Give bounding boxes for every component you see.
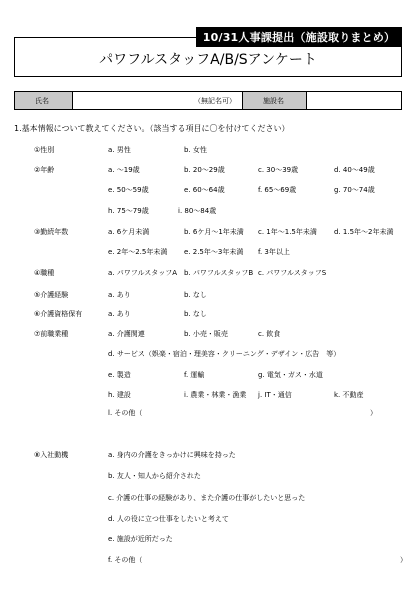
question-tenure: ③勤続年数 bbox=[34, 228, 69, 236]
option-age-b[interactable]: b. 20～29歳 bbox=[184, 166, 225, 174]
option-motive-e[interactable]: e. 施設が近所だった bbox=[108, 535, 173, 543]
option-motive-b[interactable]: b. 友人・知人から紹介された bbox=[108, 472, 201, 480]
question-motive: ⑧入社動機 bbox=[34, 451, 69, 459]
option-industry-f[interactable]: f. 運輸 bbox=[184, 371, 205, 379]
name-field[interactable] bbox=[73, 92, 243, 109]
option-industry-i[interactable]: i. 農業・林業・漁業 bbox=[184, 391, 247, 399]
option-industry-c[interactable]: c. 飲食 bbox=[258, 330, 281, 338]
section-heading: 1.基本情報について教えてください。（該当する項目に〇を付けてください） bbox=[14, 124, 290, 133]
option-age-h[interactable]: h. 75～79歳 bbox=[108, 207, 149, 215]
question-care-license: ⑥介護資格保有 bbox=[34, 310, 83, 318]
option-industry-other[interactable]: l. その他（ bbox=[108, 409, 143, 417]
option-age-e1[interactable]: e. 50～59歳 bbox=[108, 186, 149, 194]
question-age: ②年齢 bbox=[34, 166, 55, 174]
option-care-license-a[interactable]: a. あり bbox=[108, 310, 131, 318]
option-age-d[interactable]: d. 40～49歳 bbox=[334, 166, 375, 174]
option-gender-b[interactable]: b. 女性 bbox=[184, 146, 207, 154]
option-care-experience-b[interactable]: b. なし bbox=[184, 291, 207, 299]
facility-label: 施設名 bbox=[243, 92, 307, 109]
option-tenure-b[interactable]: b. 6ケ月～1年未満 bbox=[184, 228, 244, 236]
question-job: ④職種 bbox=[34, 269, 55, 277]
option-industry-g[interactable]: g. 電気・ガス・水道 bbox=[258, 371, 323, 379]
option-motive-d[interactable]: d. 人の役に立つ仕事をしたいと考えて bbox=[108, 515, 229, 523]
option-tenure-d[interactable]: d. 1.5年～2年未満 bbox=[334, 228, 394, 236]
option-motive-a[interactable]: a. 身内の介護をきっかけに興味を持った bbox=[108, 451, 236, 459]
option-age-a[interactable]: a. ～19歳 bbox=[108, 166, 140, 174]
option-tenure-a[interactable]: a. 6ケ月未満 bbox=[108, 228, 150, 236]
option-industry-k[interactable]: k. 不動産 bbox=[334, 391, 364, 399]
option-care-experience-a[interactable]: a. あり bbox=[108, 291, 131, 299]
anonymous-note: （無記名可） bbox=[194, 96, 236, 105]
option-tenure-e1[interactable]: e. 2年～2.5年未満 bbox=[108, 248, 168, 256]
option-motive-c[interactable]: c. 介護の仕事の経験があり、また介護の仕事がしたいと思った bbox=[108, 494, 306, 502]
option-tenure-e2[interactable]: e. 2.5年～3年未満 bbox=[184, 248, 244, 256]
option-tenure-f[interactable]: f. 3年以上 bbox=[258, 248, 290, 256]
option-industry-other-close: ） bbox=[370, 409, 377, 417]
option-motive-other-close: ） bbox=[400, 556, 407, 564]
option-industry-h[interactable]: h. 建設 bbox=[108, 391, 131, 399]
option-age-f[interactable]: f. 65～69歳 bbox=[258, 186, 297, 194]
name-label: 氏名 bbox=[15, 92, 73, 109]
option-motive-other[interactable]: f. その他（ bbox=[108, 556, 143, 564]
question-care-experience: ⑤介護経験 bbox=[34, 291, 69, 299]
option-industry-b[interactable]: b. 小売・販売 bbox=[184, 330, 228, 338]
option-job-a[interactable]: a. パワフルスタッフA bbox=[108, 269, 178, 277]
facility-field[interactable] bbox=[307, 92, 401, 109]
option-industry-d[interactable]: d. サービス（娯楽・宿泊・理美容・クリーニング・デザイン・広告 等） bbox=[108, 350, 341, 358]
question-prev-industry: ⑦前職業種 bbox=[34, 330, 69, 338]
option-job-b[interactable]: b. パワフルスタッフB bbox=[184, 269, 254, 277]
deadline-banner: 10/31人事課提出（施設取りまとめ） bbox=[196, 27, 402, 47]
option-age-i[interactable]: i. 80～84歳 bbox=[178, 207, 217, 215]
option-age-e2[interactable]: e. 60～64歳 bbox=[184, 186, 225, 194]
option-age-g[interactable]: g. 70～74歳 bbox=[334, 186, 375, 194]
option-job-c[interactable]: c. パワフルスタッフS bbox=[258, 269, 327, 277]
option-industry-j[interactable]: j. IT・通信 bbox=[258, 391, 292, 399]
page-title: パワフルスタッフA/B/Sアンケート bbox=[14, 37, 402, 77]
option-age-c[interactable]: c. 30～39歳 bbox=[258, 166, 299, 174]
option-industry-e[interactable]: e. 製造 bbox=[108, 371, 131, 379]
respondent-info-table bbox=[14, 91, 402, 110]
question-gender: ①性別 bbox=[34, 146, 55, 154]
option-tenure-c[interactable]: c. 1年～1.5年未満 bbox=[258, 228, 317, 236]
option-industry-a[interactable]: a. 介護関連 bbox=[108, 330, 145, 338]
option-care-license-b[interactable]: b. なし bbox=[184, 310, 207, 318]
option-gender-a[interactable]: a. 男性 bbox=[108, 146, 131, 154]
